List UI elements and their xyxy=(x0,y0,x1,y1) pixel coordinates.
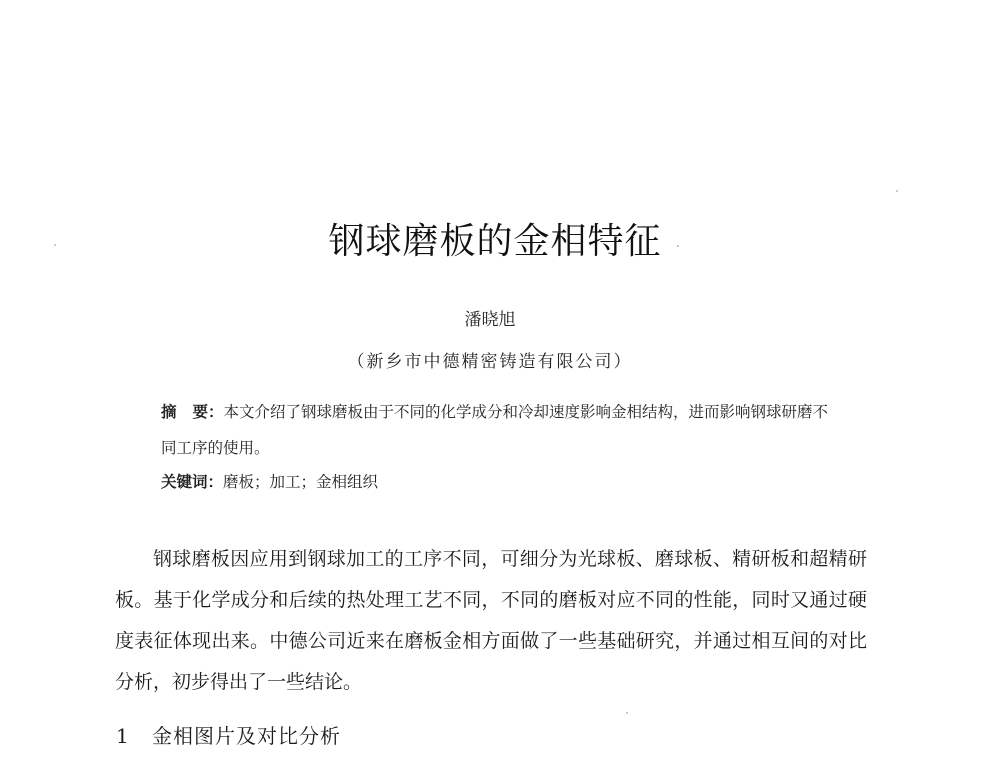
scan-speck xyxy=(54,244,56,246)
abstract-label-part1: 摘 xyxy=(161,402,177,421)
scan-speck xyxy=(677,245,679,247)
section-heading xyxy=(116,720,341,749)
abstract-label-part2: 要： xyxy=(192,402,224,421)
keywords-label: 关键词： xyxy=(161,472,224,491)
keywords xyxy=(161,467,378,497)
scan-speck xyxy=(626,712,628,714)
section-number: 1 xyxy=(116,724,130,748)
scan-speck xyxy=(896,190,898,192)
section-title: 金相图片及对比分析 xyxy=(152,724,341,748)
keywords-text: 磨板；加工；金相组织 xyxy=(223,473,379,491)
author-name: 潘晓旭 xyxy=(464,310,516,330)
intro-paragraph: 钢球磨板因应用到钢球加工的工序不同，可细分为光球板、磨球板、精研板和超精研板。基于化学成分和后续的热处理工艺不同，不同的磨板对应不同的性能，同时又通过硬度表征体现出来。中德公司近来在磨板金相方面做了一些基础研究，并通过相互间的对比分析，初步得出了一些结论。 xyxy=(115,548,867,693)
author-affiliation: （新乡市中德精密铸造有限公司） xyxy=(347,352,633,372)
abstract-text: 本文介绍了钢球磨板由于不同的化学成分和冷却速度影响金相结构，进而影响钢球研磨不同工序的使用。 xyxy=(161,403,829,457)
paper-title: 钢球磨板的金相特征 xyxy=(328,221,662,262)
abstract xyxy=(161,394,841,466)
